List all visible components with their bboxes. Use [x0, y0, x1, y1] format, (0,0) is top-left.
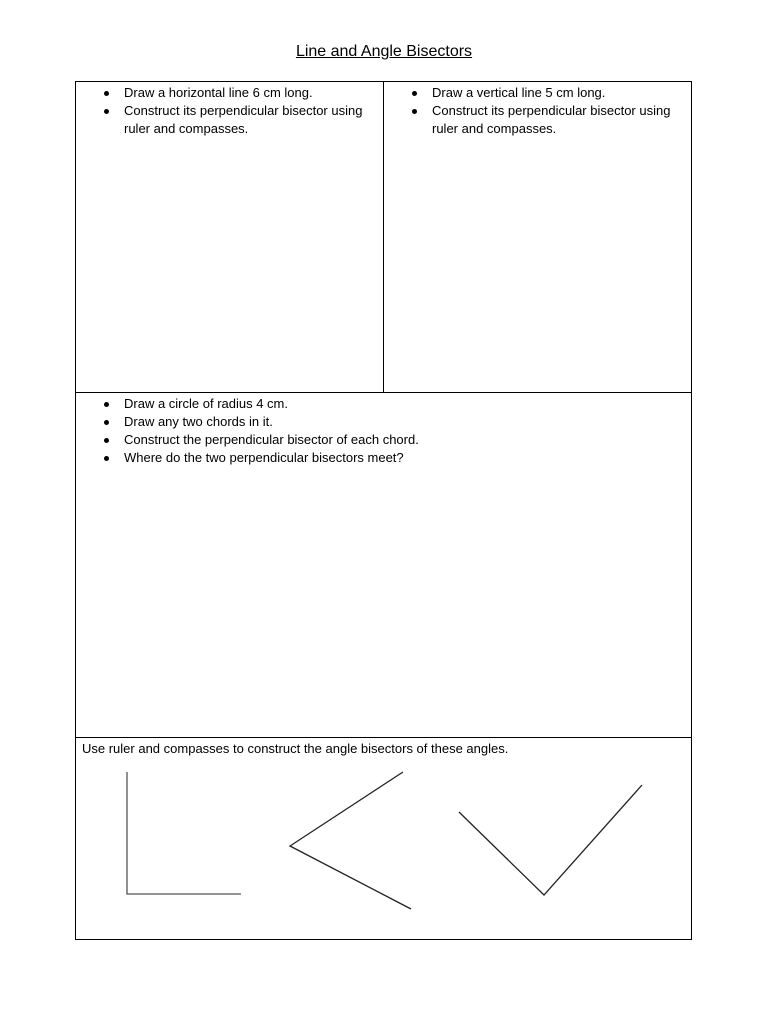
bullet-icon — [104, 402, 109, 407]
task-box-horizontal-line — [76, 82, 384, 392]
list-item: Construct its perpendicular bisector using ruler and compasses. — [104, 102, 364, 138]
page-title: Line and Angle Bisectors — [295, 43, 473, 60]
bullet-icon — [412, 91, 417, 96]
bullet-icon — [104, 91, 109, 96]
task-box-vertical-line — [384, 82, 691, 392]
bullet-icon — [104, 456, 109, 461]
worksheet-grid — [75, 81, 692, 940]
list-item: Draw any two chords in it. — [104, 413, 664, 431]
list-item: Construct its perpendicular bisector using ruler and compasses. — [412, 102, 672, 138]
list-item: Where do the two perpendicular bisectors meet? — [104, 449, 664, 467]
instruction-text: Use ruler and compasses to construct the angle bisectors of these angles. — [82, 741, 509, 756]
bullet-icon — [104, 109, 109, 114]
angle-acute-left — [290, 772, 411, 909]
angle-right — [127, 772, 241, 894]
task-list — [412, 84, 672, 138]
task-box-circle-chords — [76, 392, 691, 737]
bullet-icon — [412, 109, 417, 114]
bullet-icon — [104, 438, 109, 443]
list-item: Construct the perpendicular bisector of each chord. — [104, 431, 664, 449]
list-item: Draw a horizontal line 6 cm long. — [104, 84, 364, 102]
angle-v — [459, 785, 642, 895]
angles-figure — [76, 738, 691, 940]
task-box-angle-bisectors — [76, 737, 691, 939]
task-list — [104, 395, 664, 467]
list-item: Draw a vertical line 5 cm long. — [412, 84, 672, 102]
bullet-icon — [104, 420, 109, 425]
task-list — [104, 84, 364, 138]
list-item: Draw a circle of radius 4 cm. — [104, 395, 664, 413]
